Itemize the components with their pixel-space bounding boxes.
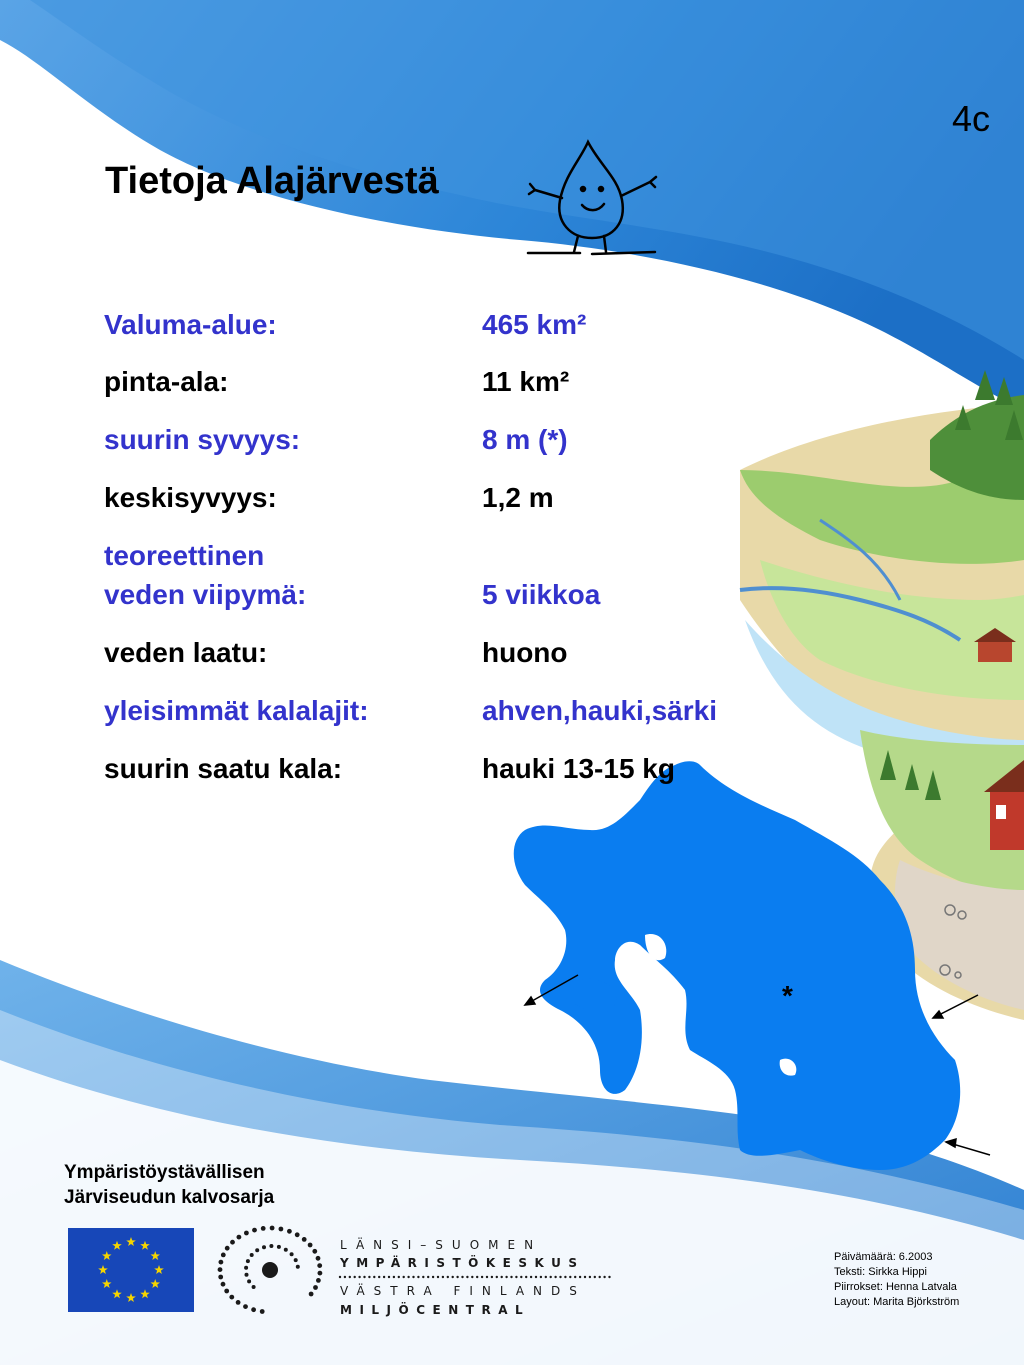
fact-value: 11 km² bbox=[482, 366, 570, 397]
fact-label: Valuma-alue: bbox=[104, 309, 277, 340]
logo-dot bbox=[589, 1276, 591, 1278]
logo-dot bbox=[496, 1276, 498, 1278]
logo-dot bbox=[269, 1244, 273, 1248]
fact-label: teoreettinen bbox=[104, 540, 265, 571]
logo-dot bbox=[252, 1285, 256, 1289]
logo-dot bbox=[316, 1278, 321, 1283]
logo-dot bbox=[363, 1276, 365, 1278]
logo-dot bbox=[530, 1276, 532, 1278]
fact-label: keskisyvyys: bbox=[104, 482, 277, 513]
eu-flag bbox=[68, 1228, 194, 1312]
logo-dot bbox=[308, 1243, 313, 1248]
fact-value: 5 viikkoa bbox=[482, 579, 601, 610]
logo-dot bbox=[349, 1276, 351, 1278]
logo-dot bbox=[525, 1276, 527, 1278]
fact-label: veden viipymä: bbox=[104, 579, 307, 610]
credit-date: Päivämäärä: 6.2003 bbox=[834, 1251, 933, 1263]
logo-dot bbox=[520, 1276, 522, 1278]
credit-text: Teksti: Sirkka Hippi bbox=[834, 1266, 927, 1278]
fact-value: huono bbox=[482, 637, 568, 668]
logo-dot bbox=[564, 1276, 566, 1278]
logo-dot bbox=[339, 1276, 341, 1278]
logo-dot bbox=[218, 1275, 223, 1280]
logo-dot bbox=[471, 1276, 473, 1278]
logo-dot bbox=[302, 1237, 307, 1242]
logo-dot bbox=[554, 1276, 556, 1278]
credit-drawings: Piirrokset: Henna Latvala bbox=[834, 1281, 957, 1293]
logo-dot bbox=[225, 1246, 230, 1251]
logo-dot bbox=[510, 1276, 512, 1278]
logo-dot bbox=[422, 1276, 424, 1278]
logo-dot bbox=[284, 1248, 288, 1252]
logo-dot bbox=[261, 1226, 266, 1231]
logo-dot bbox=[287, 1229, 292, 1234]
logo-dot bbox=[218, 1267, 223, 1272]
logo-dot bbox=[270, 1226, 275, 1231]
logo-dot bbox=[599, 1276, 601, 1278]
logo-dot bbox=[388, 1276, 390, 1278]
logo-dot bbox=[290, 1252, 294, 1256]
logo-dot bbox=[354, 1276, 356, 1278]
logo-dot bbox=[296, 1265, 300, 1269]
fact-value: 1,2 m bbox=[482, 482, 554, 513]
logo-dot bbox=[221, 1253, 226, 1258]
credit-layout: Layout: Marita Björkström bbox=[834, 1296, 960, 1308]
logo-dot bbox=[279, 1227, 284, 1232]
logo-dot bbox=[466, 1276, 468, 1278]
logo-dot bbox=[219, 1260, 224, 1265]
fact-label: suurin syvyys: bbox=[104, 424, 301, 455]
logo-dot bbox=[569, 1276, 571, 1278]
logo-dot bbox=[437, 1276, 439, 1278]
logo-dot bbox=[486, 1276, 488, 1278]
logo-dot bbox=[255, 1248, 259, 1252]
logo-dot bbox=[432, 1276, 434, 1278]
credits bbox=[834, 1250, 959, 1310]
logo-dot bbox=[221, 1282, 226, 1287]
logo-dot bbox=[312, 1249, 317, 1254]
logo-dot bbox=[344, 1276, 346, 1278]
logo-dot bbox=[244, 1231, 249, 1236]
fact-value: 465 km² bbox=[482, 309, 587, 340]
logo-dot bbox=[535, 1276, 537, 1278]
series-line: Ympäristöystävällisen bbox=[64, 1162, 265, 1183]
logo-dot bbox=[313, 1285, 318, 1290]
logo-dot bbox=[229, 1295, 234, 1300]
logo-dot bbox=[230, 1240, 235, 1245]
logo-dot bbox=[594, 1276, 596, 1278]
logo-dot bbox=[250, 1253, 254, 1257]
logo-dot bbox=[491, 1276, 493, 1278]
fact-value: 8 m (*) bbox=[482, 424, 568, 455]
logo-dot bbox=[251, 1307, 256, 1312]
logo-dot bbox=[373, 1276, 375, 1278]
logo-line: YMPÄRISTÖKESKUS bbox=[340, 1256, 585, 1270]
logo-dot bbox=[584, 1276, 586, 1278]
logo-dot bbox=[237, 1235, 242, 1240]
logo-dot bbox=[247, 1279, 251, 1283]
logo-dot bbox=[505, 1276, 507, 1278]
logo-dot bbox=[393, 1276, 395, 1278]
logo-dot bbox=[608, 1276, 610, 1278]
logo-dot bbox=[559, 1276, 561, 1278]
logo-dot bbox=[540, 1276, 542, 1278]
fact-label: veden laatu: bbox=[104, 637, 268, 668]
logo-dot bbox=[427, 1276, 429, 1278]
logo-dot bbox=[545, 1276, 547, 1278]
logo-dot bbox=[252, 1228, 257, 1233]
logo-dot bbox=[368, 1276, 370, 1278]
logo-dot bbox=[550, 1276, 552, 1278]
logo-line: LÄNSI–SUOMEN bbox=[340, 1238, 543, 1252]
logo-dot bbox=[442, 1276, 444, 1278]
logo-dot bbox=[417, 1276, 419, 1278]
logo-dot bbox=[456, 1276, 458, 1278]
logo-dot bbox=[317, 1263, 322, 1268]
logo-dot bbox=[236, 1300, 241, 1305]
logo-dot bbox=[515, 1276, 517, 1278]
depth-marker: * bbox=[782, 980, 793, 1011]
logo-dot bbox=[316, 1256, 321, 1261]
logo-dot bbox=[358, 1276, 360, 1278]
logo-dot bbox=[574, 1276, 576, 1278]
logo-dot bbox=[481, 1276, 483, 1278]
logo-dot bbox=[398, 1276, 400, 1278]
series-title bbox=[64, 1160, 274, 1210]
logo-dot bbox=[245, 1273, 249, 1277]
logo-dot bbox=[244, 1266, 248, 1270]
series-line: Järviseudun kalvosarja bbox=[64, 1187, 275, 1208]
fact-value: ahven,hauki,särki bbox=[482, 695, 718, 726]
logo-line: VÄSTRA FINLANDS bbox=[340, 1284, 586, 1298]
logo-dot bbox=[461, 1276, 463, 1278]
logo-dot bbox=[246, 1259, 250, 1263]
logo-dot bbox=[603, 1276, 605, 1278]
fact-value: hauki 13-15 kg bbox=[482, 753, 675, 784]
fact-label: suurin saatu kala: bbox=[104, 753, 343, 784]
logo-dot bbox=[452, 1276, 454, 1278]
logo-dot bbox=[262, 1245, 266, 1249]
logo-dot bbox=[294, 1258, 298, 1262]
logo-dot bbox=[407, 1276, 409, 1278]
logo-dot bbox=[383, 1276, 385, 1278]
logo-dot bbox=[318, 1271, 323, 1276]
logo-dot bbox=[447, 1276, 449, 1278]
fact-label: pinta-ala: bbox=[104, 366, 229, 397]
logo-dot bbox=[378, 1276, 380, 1278]
slide-number: 4c bbox=[951, 98, 990, 139]
logo-dot bbox=[403, 1276, 405, 1278]
page-title: Tietoja Alajärvestä bbox=[105, 160, 439, 202]
logo-line: MILJÖCENTRAL bbox=[340, 1303, 531, 1317]
logo-dot bbox=[260, 1309, 265, 1314]
logo-dot bbox=[476, 1276, 478, 1278]
fact-label: yleisimmät kalalajit: bbox=[104, 695, 369, 726]
logo-dot bbox=[579, 1276, 581, 1278]
logo-dot bbox=[501, 1276, 503, 1278]
logo-dot bbox=[277, 1245, 281, 1249]
logo-dot bbox=[309, 1292, 314, 1297]
logo-dot bbox=[224, 1289, 229, 1294]
logo-dot bbox=[243, 1304, 248, 1309]
logo-dot bbox=[295, 1232, 300, 1237]
logo-dot bbox=[412, 1276, 414, 1278]
